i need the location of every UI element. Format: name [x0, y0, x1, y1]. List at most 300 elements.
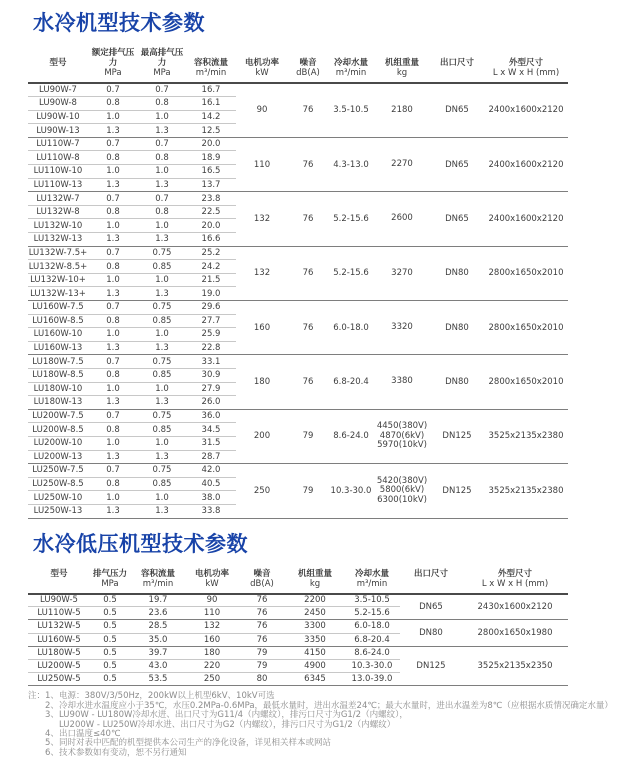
cell-unit-weight — [374, 301, 430, 355]
cell-value: 79 — [238, 646, 286, 659]
column-unit: m³/min — [142, 578, 174, 589]
cell-model: LU250W-5 — [28, 673, 90, 686]
cell-value: 0.7 — [88, 83, 138, 97]
cell-value: 16.5 — [186, 165, 236, 179]
cell-value: 0.7 — [88, 409, 138, 423]
cell-value: 1.0 — [138, 382, 186, 396]
note-number: 4、 — [45, 728, 59, 739]
cell-cooling-water: 5.2-15.6 — [328, 192, 374, 246]
cell-value: 23.8 — [186, 192, 236, 206]
cell-value: 0.8 — [88, 423, 138, 437]
footnotes — [28, 692, 641, 758]
cell-value: 38.0 — [186, 491, 236, 505]
column-label: 噪音 — [253, 568, 271, 579]
cell-value: 0.7 — [88, 246, 138, 260]
cell-outlet-size: DN125 — [430, 464, 484, 518]
cell-value: 6.8-20.4 — [344, 633, 400, 646]
cell-value: 22.8 — [186, 341, 236, 355]
cell-value: 1.3 — [88, 178, 138, 192]
note-prefix — [28, 711, 45, 720]
cell-value: 1.0 — [138, 328, 186, 342]
cell-value: 0.75 — [138, 301, 186, 315]
cell-noise: 76 — [288, 301, 328, 355]
cell-model: LU132W-7 — [28, 192, 88, 206]
column-label: 出口尺寸 — [413, 568, 448, 579]
cell-value: 1.0 — [88, 436, 138, 450]
column-label: 型号 — [49, 58, 67, 68]
lowpressure-spec-table — [28, 565, 568, 687]
cell-unit-weight — [374, 464, 430, 518]
cell-value: 1.0 — [138, 110, 186, 124]
cell-value: 1.3 — [138, 287, 186, 301]
cell-value: 28.5 — [130, 620, 186, 633]
cell-value: 10.3-30.0 — [344, 659, 400, 672]
cell-outlet-size: DN80 — [430, 246, 484, 300]
column-unit: m³/min — [356, 578, 388, 589]
cell-outlet-size: DN80 — [430, 301, 484, 355]
cell-value: 0.7 — [138, 83, 186, 97]
table-row — [28, 355, 568, 369]
cell-value: 0.8 — [138, 151, 186, 165]
cell-value: 13.7 — [186, 178, 236, 192]
cell-outlet-size: DN80 — [430, 355, 484, 409]
column-header — [236, 44, 288, 83]
column-unit: kg — [396, 68, 408, 78]
cell-value: 1.3 — [88, 396, 138, 410]
cell-value: 1.0 — [88, 491, 138, 505]
column-label: 容积流量 — [140, 568, 175, 579]
cell-motor-power: 132 — [236, 192, 288, 246]
cell-model: LU180W-10 — [28, 382, 88, 396]
column-label: 机组重量 — [384, 58, 419, 68]
cell-value: 0.5 — [90, 673, 130, 686]
column-header — [286, 565, 344, 594]
cell-model: LU132W-8.5+ — [28, 261, 88, 272]
cell-outlet-size: DN80 — [400, 620, 462, 646]
cell-value: 40.5 — [186, 477, 236, 491]
cell-value: 0.75 — [138, 246, 186, 260]
cell-value: 19.7 — [130, 594, 186, 607]
cell-value: 16.7 — [186, 83, 236, 97]
cell-value: 0.5 — [90, 646, 130, 659]
section1-title: 水冷机型技术参数 — [33, 11, 205, 35]
cell-line: 5800(6kV) — [379, 485, 425, 496]
cell-value: 250 — [186, 673, 238, 686]
cell-value: 6345 — [286, 673, 344, 686]
table-row — [28, 620, 568, 633]
cell-dimensions: 2430x1600x2120 — [462, 594, 568, 620]
cell-value: 1.3 — [138, 504, 186, 518]
column-unit: dB(A) — [296, 68, 320, 78]
note-text: 技术参数如有变动，恕不另行通知 — [59, 747, 187, 758]
cell-value: 53.5 — [130, 673, 186, 686]
cell-value: 1.3 — [88, 504, 138, 518]
cell-line: 4450(380V) — [376, 421, 428, 432]
cell-value: 1.0 — [88, 219, 138, 233]
cell-value: 33.1 — [186, 355, 236, 369]
cell-outlet-size: DN65 — [430, 83, 484, 137]
cell-value: 0.7 — [88, 192, 138, 206]
cell-value: 12.5 — [186, 124, 236, 138]
cell-model: LU200W-13 — [28, 450, 88, 464]
cell-value: 0.8 — [88, 314, 138, 328]
note-text: 冷却水进水温度应小于35℃，水压0.2MPa-0.6MPa，最低水量时，进出水温差24℃；最大水量时，进出水温差为8℃（应根据水质情况确定水量） — [59, 700, 613, 711]
cell-dimensions: 2800x1650x1980 — [462, 620, 568, 646]
cell-value: 42.0 — [186, 464, 236, 478]
cell-value: 76 — [238, 607, 286, 620]
cell-value: 2450 — [286, 607, 344, 620]
column-unit — [430, 68, 484, 78]
note-number: 1、 — [45, 691, 59, 702]
cell-value: 1.3 — [138, 178, 186, 192]
cell-line: 4870(6kV) — [379, 430, 425, 441]
cell-value: 13.0-39.0 — [344, 673, 400, 686]
cell-value: 22.5 — [186, 205, 236, 219]
cell-model: LU132W-13+ — [28, 287, 88, 301]
cell-outlet-size: DN125 — [430, 409, 484, 463]
cell-noise: 76 — [288, 355, 328, 409]
column-label: 机组重量 — [297, 568, 332, 579]
cell-value: 36.0 — [186, 409, 236, 423]
cell-model: LU180W-7.5 — [28, 355, 88, 369]
cell-value: 3350 — [286, 633, 344, 646]
note-text: LU200W - LU250W冷却水进、出口尺寸为G2（内螺纹），排污口尺寸为G1/2（内螺纹） — [59, 719, 396, 730]
cell-model: LU110W-8 — [28, 151, 88, 165]
cell-model: LU250W-8.5 — [28, 477, 88, 491]
cell-unit-weight — [374, 192, 430, 246]
column-header — [484, 44, 568, 83]
cell-model: LU132W-10+ — [28, 273, 88, 287]
cell-model: LU200W-8.5 — [28, 423, 88, 437]
table-body — [28, 83, 568, 518]
cell-model: LU250W-7.5 — [28, 464, 88, 478]
cell-value: 43.0 — [130, 659, 186, 672]
column-header — [138, 44, 186, 83]
cell-cooling-water: 10.3-30.0 — [328, 464, 374, 518]
cell-line: 2600 — [391, 213, 413, 224]
column-header — [90, 565, 130, 594]
column-unit: m³/min — [335, 68, 367, 78]
cell-value: 76 — [238, 633, 286, 646]
cell-model: LU90W-8 — [28, 97, 88, 111]
cell-value: 30.9 — [186, 368, 236, 382]
cell-value: 25.2 — [186, 246, 236, 260]
column-label: 外型尺寸 — [497, 568, 532, 579]
cell-value: 1.3 — [88, 341, 138, 355]
cell-model: LU180W-8.5 — [28, 368, 88, 382]
note-prefix — [28, 749, 45, 758]
table-body — [28, 594, 568, 686]
cell-value: 0.8 — [88, 97, 138, 111]
cell-unit-weight — [374, 355, 430, 409]
cell-dimensions: 2400x1600x2120 — [484, 137, 568, 191]
cell-value: 0.7 — [88, 137, 138, 151]
cell-dimensions: 2400x1600x2120 — [484, 83, 568, 137]
column-header — [462, 565, 568, 594]
cell-value: 1.0 — [138, 165, 186, 179]
cell-dimensions: 2800x1650x2010 — [484, 355, 568, 409]
note-number: 6、 — [45, 747, 59, 758]
cell-value: 16.6 — [186, 233, 236, 247]
cell-value: 35.0 — [130, 633, 186, 646]
note-text: 出口温度≤40℃ — [59, 728, 121, 739]
cell-model: LU132W-8 — [28, 205, 88, 219]
cell-value: 4150 — [286, 646, 344, 659]
column-header — [130, 565, 186, 594]
cell-value: 1.3 — [138, 450, 186, 464]
column-header — [186, 565, 238, 594]
cell-value: 33.8 — [186, 504, 236, 518]
cell-model: LU180W-5 — [28, 646, 90, 659]
column-label: 噪音 — [299, 58, 317, 68]
cell-value: 0.7 — [138, 192, 186, 206]
cell-value: 1.3 — [88, 233, 138, 247]
table-row — [28, 646, 568, 659]
cell-model: LU110W-7 — [28, 137, 88, 151]
cell-value: 0.5 — [90, 620, 130, 633]
cell-value: 3300 — [286, 620, 344, 633]
note-prefix — [28, 739, 45, 748]
cell-value: 220 — [186, 659, 238, 672]
cell-model: LU250W-13 — [28, 504, 88, 518]
cell-value: 0.85 — [138, 314, 186, 328]
cell-motor-power: 250 — [236, 464, 288, 518]
cell-value: 1.0 — [88, 382, 138, 396]
cell-value: 18.9 — [186, 151, 236, 165]
column-unit: kW — [205, 578, 219, 589]
table-row — [28, 464, 568, 478]
cell-value: 19.0 — [186, 287, 236, 301]
cell-value: 1.0 — [88, 328, 138, 342]
section2-title: 水冷低压机型技术参数 — [33, 531, 248, 556]
cell-model: LU90W-7 — [28, 83, 88, 97]
cell-value: 4900 — [286, 659, 344, 672]
cell-noise: 76 — [288, 137, 328, 191]
cell-cooling-water: 6.0-18.0 — [328, 301, 374, 355]
cell-value: 3.5-10.5 — [344, 594, 400, 607]
cell-value: 110 — [186, 607, 238, 620]
cell-value: 76 — [238, 594, 286, 607]
cell-value: 0.5 — [90, 607, 130, 620]
cell-value: 21.5 — [186, 273, 236, 287]
cell-dimensions: 2400x1600x2120 — [484, 192, 568, 246]
column-unit: kW — [255, 68, 269, 78]
section-watercooled — [28, 10, 641, 519]
cell-model: LU160W-8.5 — [28, 314, 88, 328]
cell-motor-power: 180 — [236, 355, 288, 409]
cell-value: 1.3 — [138, 233, 186, 247]
header-row — [28, 44, 568, 83]
cell-value: 0.8 — [138, 205, 186, 219]
cell-unit-weight — [374, 137, 430, 191]
cell-model: LU200W-7.5 — [28, 409, 88, 423]
cell-value: 0.7 — [88, 301, 138, 315]
column-header — [344, 565, 400, 594]
column-header — [328, 44, 374, 83]
cell-model: LU160W-5 — [28, 633, 90, 646]
cell-value: 1.3 — [138, 124, 186, 138]
cell-value: 1.0 — [88, 273, 138, 287]
cell-motor-power: 160 — [236, 301, 288, 355]
table-row — [28, 137, 568, 151]
cell-value: 31.5 — [186, 436, 236, 450]
note-number: 3、 — [45, 710, 59, 721]
column-header — [88, 44, 138, 83]
cell-unit-weight — [374, 409, 430, 463]
cell-cooling-water: 3.5-10.5 — [328, 83, 374, 137]
cell-model: LU90W-10 — [28, 110, 88, 124]
cell-model: LU250W-10 — [28, 491, 88, 505]
cell-value: 0.5 — [90, 633, 130, 646]
cell-value: 180 — [186, 646, 238, 659]
cell-cooling-water: 8.6-24.0 — [328, 409, 374, 463]
cell-value: 0.85 — [138, 423, 186, 437]
cell-line: 5970(10kV) — [377, 440, 427, 451]
column-label: 出口尺寸 — [439, 58, 474, 68]
cell-cooling-water: 4.3-13.0 — [328, 137, 374, 191]
table-row — [28, 409, 568, 423]
column-label: 容积流量 — [193, 58, 228, 68]
cell-model: LU90W-5 — [28, 594, 90, 607]
cell-value: 5.2-15.6 — [344, 607, 400, 620]
note-text: 电源：380V/3/50Hz，200kW以上机型6kV、10kV可选 — [59, 691, 275, 702]
cell-model: LU110W-13 — [28, 178, 88, 192]
cell-value: 0.8 — [138, 97, 186, 111]
cell-value: 16.1 — [186, 97, 236, 111]
table-row — [28, 83, 568, 97]
cell-value: 1.0 — [138, 219, 186, 233]
cell-model: LU132W-5 — [28, 620, 90, 633]
table-row — [28, 301, 568, 315]
cell-value: 0.5 — [90, 659, 130, 672]
cell-outlet-size: DN65 — [430, 192, 484, 246]
column-label: 电机功率 — [244, 58, 279, 68]
cell-value: 1.0 — [88, 165, 138, 179]
column-unit — [28, 68, 88, 78]
note-prefix — [28, 730, 45, 739]
cell-model: LU200W-5 — [28, 659, 90, 672]
column-label: 额定排气压力 — [91, 48, 135, 68]
cell-value: 0.75 — [138, 409, 186, 423]
note-number: 2、 — [45, 700, 59, 711]
cell-noise: 76 — [288, 83, 328, 137]
column-unit: dB(A) — [250, 578, 274, 589]
cell-value: 0.8 — [88, 368, 138, 382]
cell-value: 24.2 — [186, 260, 236, 274]
column-label: 外型尺寸 — [508, 58, 543, 68]
cell-outlet-size: DN65 — [430, 137, 484, 191]
note-text: 同时对表中匹配的机型提供本公司生产的净化设备，详见相关样本或网站 — [59, 738, 332, 749]
table-header — [28, 44, 568, 83]
cell-unit-weight — [374, 246, 430, 300]
cell-value: 0.7 — [88, 464, 138, 478]
column-header — [374, 44, 430, 83]
cell-value: 39.7 — [130, 646, 186, 659]
cell-value: 26.0 — [186, 396, 236, 410]
column-unit — [400, 579, 462, 589]
cell-line: 2270 — [391, 158, 413, 169]
cell-motor-power: 132 — [236, 246, 288, 300]
cell-line: 6300(10kV) — [377, 494, 427, 505]
cell-value: 2200 — [286, 594, 344, 607]
cell-model: LU160W-13 — [28, 341, 88, 355]
watercooled-spec-table — [28, 44, 568, 519]
note-prefix: 注： — [28, 691, 46, 702]
cell-noise: 79 — [288, 464, 328, 518]
cell-model: LU90W-13 — [28, 124, 88, 138]
cell-dimensions: 3525x2135x2350 — [462, 646, 568, 686]
cell-model: LU160W-7.5 — [28, 301, 88, 315]
cell-value: 90 — [186, 594, 238, 607]
cell-line: 2180 — [391, 104, 413, 115]
column-unit — [28, 579, 90, 589]
column-header — [186, 44, 236, 83]
column-label: 电机功率 — [194, 568, 229, 579]
cell-value: 1.3 — [138, 341, 186, 355]
cell-value: 27.7 — [186, 314, 236, 328]
cell-outlet-size: DN65 — [400, 594, 462, 620]
column-unit: m³/min — [195, 68, 227, 78]
column-header — [430, 44, 484, 83]
column-unit: L x W x H (mm) — [481, 578, 549, 589]
cell-value: 0.85 — [138, 260, 186, 274]
cell-value: 160 — [186, 633, 238, 646]
cell-model: LU132W-10 — [28, 219, 88, 233]
cell-dimensions: 2800x1650x2010 — [484, 246, 568, 300]
column-label: 最高排气压力 — [140, 48, 184, 68]
table-row — [28, 246, 568, 260]
cell-model: LU160W-10 — [28, 328, 88, 342]
cell-value: 20.0 — [186, 219, 236, 233]
cell-value: 0.5 — [90, 594, 130, 607]
cell-value: 0.85 — [138, 477, 186, 491]
cell-noise: 79 — [288, 409, 328, 463]
cell-value: 6.0-18.0 — [344, 620, 400, 633]
cell-value: 20.0 — [186, 137, 236, 151]
cell-outlet-size: DN125 — [400, 646, 462, 686]
cell-motor-power: 200 — [236, 409, 288, 463]
column-unit: MPa — [153, 68, 171, 78]
cell-value: 27.9 — [186, 382, 236, 396]
cell-model: LU110W-10 — [28, 165, 88, 179]
column-label: 排气压力 — [92, 568, 127, 579]
cell-model: LU200W-10 — [28, 436, 88, 450]
cell-cooling-water: 5.2-15.6 — [328, 246, 374, 300]
column-unit: L x W x H (mm) — [492, 68, 560, 78]
cell-value: 1.3 — [138, 396, 186, 410]
cell-value: 0.7 — [88, 355, 138, 369]
cell-model: LU180W-13 — [28, 396, 88, 410]
cell-value: 23.6 — [130, 607, 186, 620]
cell-line: 3320 — [391, 321, 413, 332]
cell-value: 1.3 — [88, 450, 138, 464]
cell-model: LU132W-7.5+ — [28, 247, 88, 258]
cell-dimensions: 3525x2135x2380 — [484, 464, 568, 518]
cell-value: 0.8 — [88, 260, 138, 274]
table-row — [28, 192, 568, 206]
cell-model: LU110W-5 — [28, 607, 90, 620]
cell-value: 132 — [186, 620, 238, 633]
column-header — [400, 565, 462, 594]
column-unit: MPa — [101, 578, 119, 589]
cell-dimensions: 2800x1650x2010 — [484, 301, 568, 355]
note-line — [28, 749, 641, 758]
cell-value: 1.0 — [138, 491, 186, 505]
cell-value: 1.3 — [88, 287, 138, 301]
cell-line: 3380 — [391, 376, 413, 387]
cell-value: 0.8 — [88, 477, 138, 491]
cell-value: 1.0 — [88, 110, 138, 124]
